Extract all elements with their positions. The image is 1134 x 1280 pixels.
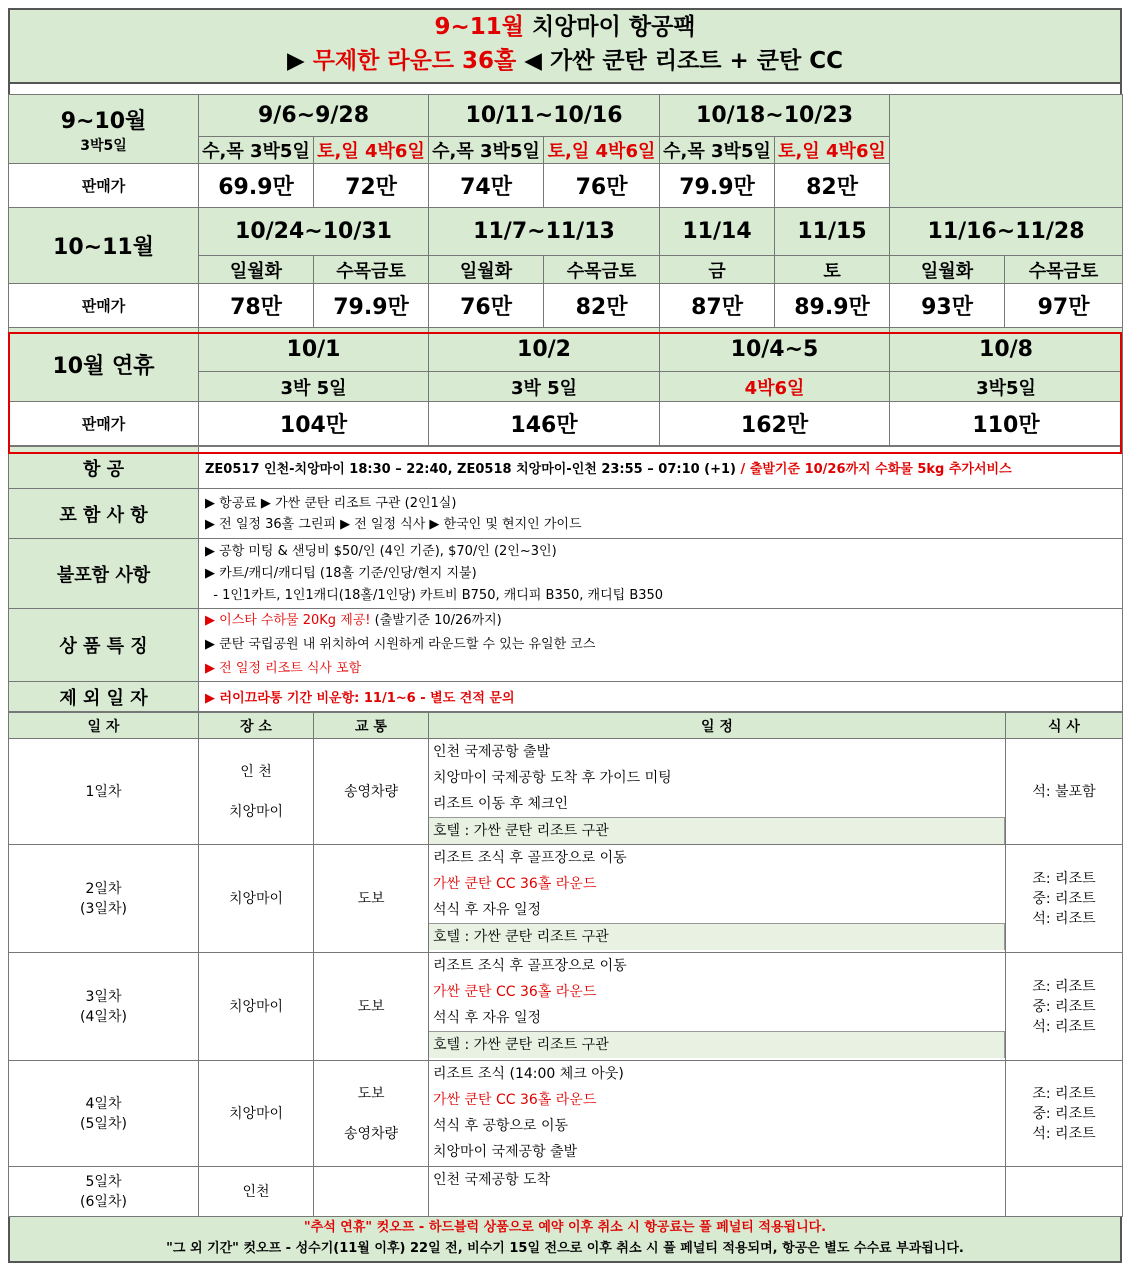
price-table <box>8 94 1123 446</box>
transport-mode: 도보 <box>357 998 385 1015</box>
schedule-header-transport: 교 통 <box>314 713 429 739</box>
info-table <box>8 446 1123 712</box>
block1-option: 수,목 3박5일 <box>429 137 544 164</box>
plan-item: 석식 후 공항으로 이동 <box>433 1118 569 1134</box>
block2-period: 11/16~11/28 <box>890 208 1123 256</box>
schedule-meal <box>1006 1167 1123 1217</box>
plan-item: 리조트 이동 후 체크인 <box>433 796 569 812</box>
hotel-line: 호텔 : 가싼 쿤탄 리조트 구관 <box>429 817 1005 844</box>
include-line: ▶ 항공료 ▶ 가싼 쿤탄 리조트 구관 (2인1실) <box>205 495 457 511</box>
schedule-day <box>9 845 199 953</box>
block1-price: 69.9만 <box>199 164 314 208</box>
schedule-header-place: 장 소 <box>199 713 314 739</box>
feature-label: 상 품 특 징 <box>9 609 199 682</box>
block1-price: 74만 <box>429 164 544 208</box>
block2-option: 토 <box>775 256 890 284</box>
plan-item: 석식 후 자유 일정 <box>433 902 542 918</box>
block3-price: 104만 <box>199 402 429 446</box>
place-name: 치앙마이 <box>228 890 284 907</box>
block3-nights: 3박5일 <box>890 372 1123 402</box>
transport-mode: 송영차량 <box>343 783 399 800</box>
block2-price: 82만 <box>544 284 660 328</box>
block3-price-label: 판매가 <box>9 402 199 446</box>
include-label: 포 함 사 항 <box>9 489 199 539</box>
block2-price: 78만 <box>199 284 314 328</box>
plan-item: 가싼 쿤탄 CC 36홀 라운드 <box>433 984 597 1000</box>
schedule-day <box>9 953 199 1061</box>
plan-item: 가싼 쿤탄 CC 36홀 라운드 <box>433 1092 597 1108</box>
feature-line: ▶ 전 일정 리조트 식사 포함 <box>205 661 362 676</box>
plan-item: 석식 후 자유 일정 <box>433 1010 542 1026</box>
plan-item: 리조트 조식 후 골프장으로 이동 <box>433 850 627 866</box>
feature-cell <box>199 609 1123 682</box>
block1-price: 76만 <box>544 164 660 208</box>
schedule-day <box>9 1167 199 1217</box>
title-line <box>10 10 1120 44</box>
day-sub: (5일차) <box>80 1115 127 1132</box>
block1-period: 10/18~10/23 <box>660 95 890 137</box>
block2-price: 93만 <box>890 284 1005 328</box>
schedule-body <box>9 739 1123 1217</box>
transport-mode: 송영차량 <box>343 1125 399 1142</box>
block1-option: 수,목 3박5일 <box>660 137 775 164</box>
place-name: 치앙마이 <box>228 998 284 1015</box>
plan-item: 리조트 조식 후 골프장으로 이동 <box>433 958 627 974</box>
plan-item: 치앙마이 국제공항 도착 후 가이드 미팅 <box>433 770 672 786</box>
schedule-transport <box>314 953 429 1061</box>
plan-item: 가싼 쿤탄 CC 36홀 라운드 <box>433 876 597 892</box>
block1-label-cell <box>9 95 199 164</box>
meal-item: 중: 리조트 <box>1032 1105 1096 1122</box>
schedule-header-plan: 일 정 <box>429 713 1006 739</box>
page-header <box>8 8 1122 84</box>
exclude-line: - 1인1카트, 1인1캐디(18홀/1인당) 카트비 B750, 캐디피 B350, 캐디팁 B350 <box>205 587 664 603</box>
schedule-transport <box>314 845 429 953</box>
hotel-line: 호텔 : 가싼 쿤탄 리조트 구관 <box>429 1031 1005 1058</box>
schedule-plan <box>429 1167 1006 1217</box>
schedule-place <box>199 845 314 953</box>
day-label: 5일차 <box>85 1173 122 1190</box>
block1-price: 82만 <box>775 164 890 208</box>
schedule-transport <box>314 739 429 845</box>
exclude-line: ▶ 카트/캐디/캐디팁 (18홀 기준/인당/현지 지불) <box>205 565 477 581</box>
place-name: 치앙마이 <box>228 803 284 820</box>
arrow-right-icon: ▶ <box>286 48 305 74</box>
day-label: 4일차 <box>85 1095 122 1112</box>
feature-line <box>205 609 1122 633</box>
spacer <box>8 84 1122 94</box>
footer-line: "추석 연휴" 컷오프 - 하드블럭 상품으로 예약 이후 취소 시 항공료는 풀 페널티 적용됩니다. <box>303 1220 827 1235</box>
block1-option: 토,일 4박6일 <box>544 137 660 164</box>
place-name: 치앙마이 <box>228 1105 284 1122</box>
schedule-meal <box>1006 1061 1123 1167</box>
schedule-meal <box>1006 739 1123 845</box>
block2-price: 79.9만 <box>314 284 429 328</box>
schedule-place <box>199 739 314 845</box>
block1-price-label: 판매가 <box>9 164 199 208</box>
block1-empty <box>890 95 1123 208</box>
schedule-row <box>9 739 1123 845</box>
schedule-meal <box>1006 845 1123 953</box>
block2-period: 11/15 <box>775 208 890 256</box>
block3-price: 146만 <box>429 402 660 446</box>
exclude-cell <box>199 539 1123 609</box>
block2-option: 일월화 <box>890 256 1005 284</box>
schedule-plan <box>429 1061 1006 1167</box>
schedule-row <box>9 1061 1123 1167</box>
meal-item: 석: 리조트 <box>1032 1018 1096 1035</box>
exclude-date-text: ▶ 러이끄라통 기간 비운항: 11/1~6 - 별도 견적 문의 <box>199 682 1123 712</box>
block2-option: 수목금토 <box>1005 256 1123 284</box>
block3-date: 10/2 <box>429 328 660 372</box>
block3-date: 10/8 <box>890 328 1123 372</box>
block2-price: 87만 <box>660 284 775 328</box>
plan-item: 치앙마이 국제공항 출발 <box>433 1144 578 1160</box>
schedule-place <box>199 953 314 1061</box>
block2-price: 89.9만 <box>775 284 890 328</box>
exclude-label: 불포함 사항 <box>9 539 199 609</box>
block1-label: 9~10월 <box>60 108 147 134</box>
schedule-transport <box>314 1167 429 1217</box>
exclude-line: ▶ 공항 미팅 & 샌딩비 $50/인 (4인 기준), $70/인 (2인~3인) <box>205 543 557 559</box>
meal-item: 조: 리조트 <box>1032 870 1096 887</box>
transport-mode: 도보 <box>357 1085 385 1102</box>
place-name: 인 천 <box>240 763 272 780</box>
schedule-day <box>9 739 199 845</box>
block2-option: 일월화 <box>429 256 544 284</box>
schedule-transport <box>314 1061 429 1167</box>
schedule-plan <box>429 739 1006 845</box>
block2-period: 10/24~10/31 <box>199 208 429 256</box>
meal-item: 조: 리조트 <box>1032 1085 1096 1102</box>
flight-note: / 출발기준 10/26까지 수화물 5kg 추가서비스 <box>736 462 1012 477</box>
schedule-meal <box>1006 953 1123 1061</box>
block2-option: 수목금토 <box>314 256 429 284</box>
block2-label: 10~11월 <box>9 208 199 284</box>
meal-item: 중: 리조트 <box>1032 998 1096 1015</box>
day-label: 1일차 <box>85 783 122 800</box>
block1-period: 9/6~9/28 <box>199 95 429 137</box>
block1-option: 수,목 3박5일 <box>199 137 314 164</box>
meal-item: 석: 리조트 <box>1032 1125 1096 1142</box>
block3-price: 110만 <box>890 402 1123 446</box>
meal-item: 석: 리조트 <box>1032 910 1096 927</box>
feature-note: (출발기준 10/26까지) <box>370 613 502 628</box>
block1-option: 토,일 4박6일 <box>775 137 890 164</box>
hotel-line: 호텔 : 가싼 쿤탄 리조트 구관 <box>429 923 1005 950</box>
block1-option: 토,일 4박6일 <box>314 137 429 164</box>
schedule-table <box>8 712 1123 1217</box>
schedule-place <box>199 1167 314 1217</box>
block3-date: 10/4~5 <box>660 328 890 372</box>
flight-label: 항 공 <box>9 447 199 489</box>
block3-nights: 4박6일 <box>660 372 890 402</box>
day-label: 3일차 <box>85 988 122 1005</box>
meal-item: 조: 리조트 <box>1032 978 1096 995</box>
schedule-row <box>9 953 1123 1061</box>
schedule-row <box>9 845 1123 953</box>
schedule-day <box>9 1061 199 1167</box>
schedule-header-day: 일 자 <box>9 713 199 739</box>
plan-item: 인천 국제공항 도착 <box>433 1172 551 1188</box>
block3-nights: 3박 5일 <box>199 372 429 402</box>
day-label: 2일차 <box>85 880 122 897</box>
footer <box>8 1217 1122 1263</box>
title-text: 치앙마이 항공팩 <box>531 14 696 40</box>
block1-sublabel: 3박5일 <box>80 137 127 154</box>
block2-price: 97만 <box>1005 284 1123 328</box>
arrow-left-icon: ◀ <box>524 48 542 74</box>
include-line: ▶ 전 일정 36홀 그린피 ▶ 전 일정 식사 ▶ 한국인 및 현지인 가이드 <box>205 516 582 532</box>
plan-item: 리조트 조식 (14:00 체크 아웃) <box>433 1066 624 1082</box>
exclude-date-label: 제 외 일 자 <box>9 682 199 712</box>
subtitle-text: 가싼 쿤탄 리조트 + 쿤탄 CC <box>549 48 844 74</box>
schedule-plan <box>429 845 1006 953</box>
place-name: 인천 <box>242 1183 270 1200</box>
block2-option: 일월화 <box>199 256 314 284</box>
feature-highlight: ▶ 이스타 수하물 20Kg 제공! <box>205 613 371 628</box>
schedule-plan <box>429 953 1006 1061</box>
block2-price: 76만 <box>429 284 544 328</box>
block2-price-label: 판매가 <box>9 284 199 328</box>
block2-period: 11/14 <box>660 208 775 256</box>
flight-cell <box>199 447 1123 489</box>
block2-option: 금 <box>660 256 775 284</box>
include-cell <box>199 489 1123 539</box>
schedule-header-meal: 식 사 <box>1006 713 1123 739</box>
block1-price: 79.9만 <box>660 164 775 208</box>
plan-item: 인천 국제공항 출발 <box>433 744 551 760</box>
subtitle-line <box>10 44 1120 78</box>
block1-period: 10/11~10/16 <box>429 95 660 137</box>
day-sub: (4일차) <box>80 1008 127 1025</box>
transport-mode: 도보 <box>357 890 385 907</box>
title-months: 9~11월 <box>434 14 524 40</box>
subtitle-highlight: 무제한 라운드 36홀 <box>312 48 517 74</box>
schedule-row <box>9 1167 1123 1217</box>
footer-line: "그 외 기간" 컷오프 - 성수기(11월 이후) 22일 전, 비수기 15일 전으로 이후 취소 시 풀 페널티 적용되며, 항공은 별도 수수료 부과됩니다. <box>166 1241 964 1256</box>
feature-line: ▶ 쿤탄 국립공원 내 위치하여 시원하게 라운드할 수 있는 유일한 코스 <box>205 637 596 652</box>
meal-item: 석: 불포함 <box>1032 783 1096 800</box>
block3-label: 10월 연휴 <box>9 328 199 402</box>
block3-nights: 3박 5일 <box>429 372 660 402</box>
block1-price: 72만 <box>314 164 429 208</box>
meal-item: 중: 리조트 <box>1032 890 1096 907</box>
flight-text: ZE0517 인천-치앙마이 18:30 – 22:40, ZE0518 치앙마이-인천 23:55 – 07:10 (+1) <box>205 462 737 477</box>
day-sub: (3일차) <box>80 900 127 917</box>
block3-date: 10/1 <box>199 328 429 372</box>
day-sub: (6일차) <box>80 1193 127 1210</box>
schedule-place <box>199 1061 314 1167</box>
block3-price: 162만 <box>660 402 890 446</box>
block2-period: 11/7~11/13 <box>429 208 660 256</box>
block2-option: 수목금토 <box>544 256 660 284</box>
